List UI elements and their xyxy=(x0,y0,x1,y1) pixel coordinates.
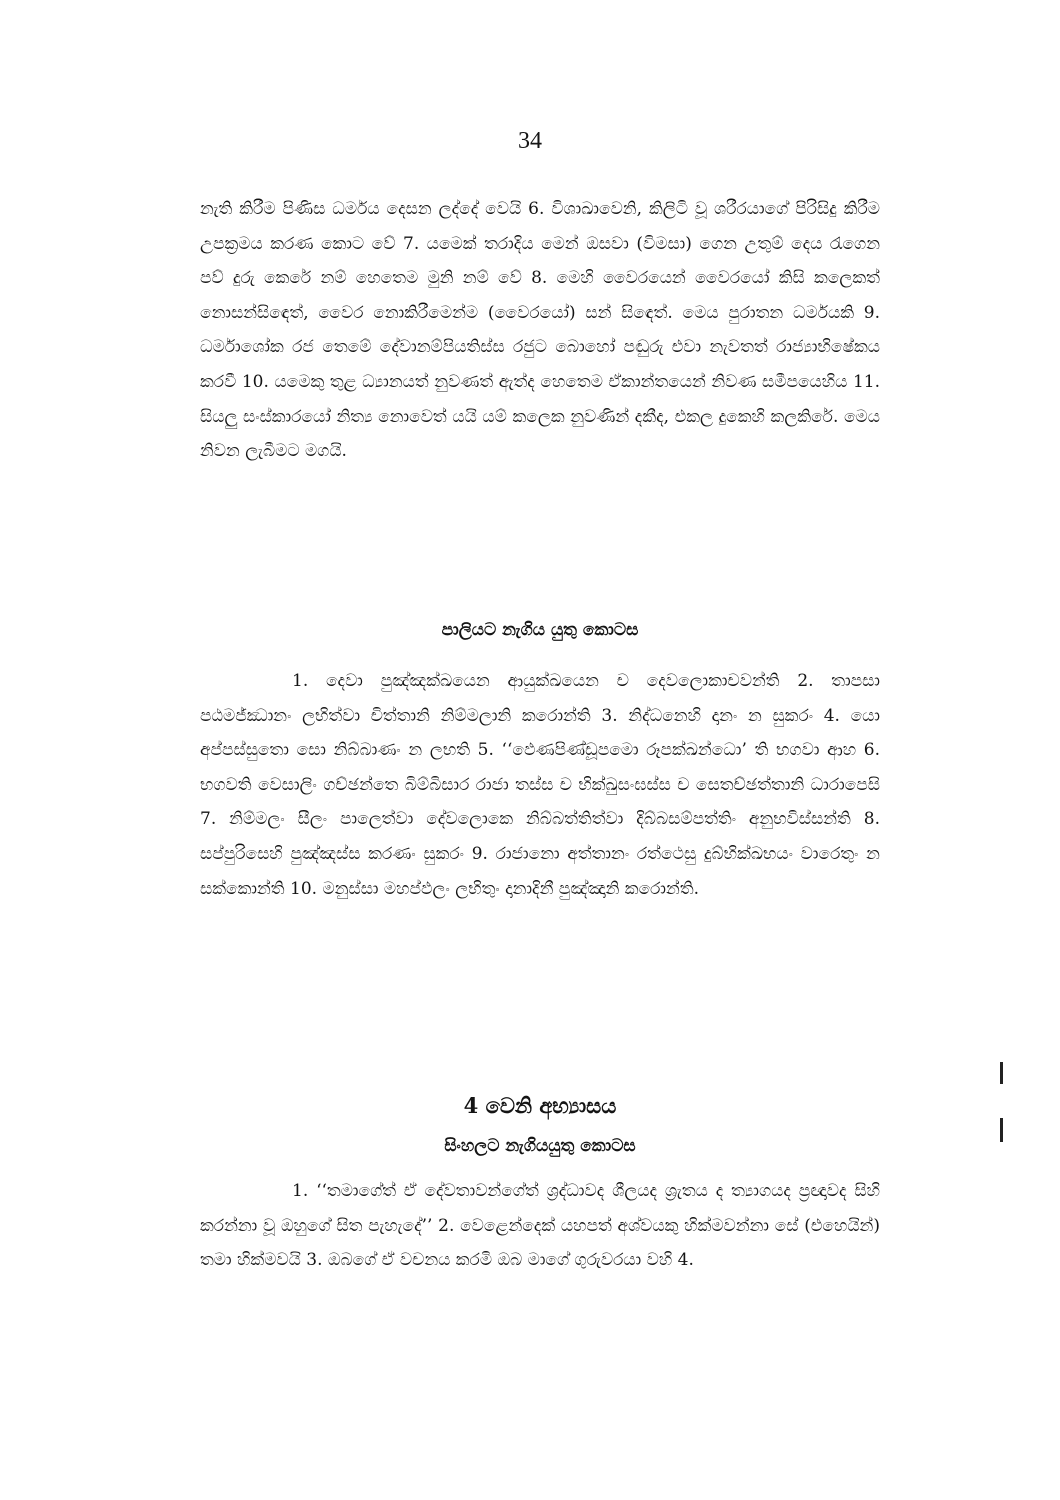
pali-exercise-text: 1. දෙවා පුඤ්ඤක්ඛයෙන ආයුක්ඛයෙන ච දෙවලොකාචවන්ති 2. තාපසා පඨමජ්ඣානං ලභිත්වා චිත්තානි නිම්මලානි කරොන්ති 3. නිද්ධනෙහි දානං න සුකරං 4. යො අප්පස්සුතො සො නිබ්බාණං න ලභති 5. ‘‘ඵෙණපිණ්ඩූපමො රූපක්ඛන්ධො’ ති භගවා ආහ 6. භගවති වෙසාලිං ගච්ඡන්තෙ බිම්බිසාර රාජා තස්ස ච භික්ඛුසංඝස්ස ච සෙතච්ඡත්තානි ධාරාපෙසි 7. නිම්මලං සීලං පාලෙත්වා දේවලොකෙ නිබ්බත්තිත්වා දිබ්බසම්පත්තිං අනුභවිස්සන්ති 8. සප්පුරිසෙහි පුඤ්ඤස්ස කරණං සුකරං 9. රාජානො අත්තානං රත්ථෙසු දුබ්භික්ඛභයං වාරෙතුං න සක්කොන්ති 10. මනුස්සා මහප්ඵලං ලභිතුං දානාදිනී පුඤ්ඤානි කරොන්ති. xyxy=(200,671,880,899)
paragraph-1-block xyxy=(200,192,880,469)
scan-mark-bottom xyxy=(1000,1118,1003,1142)
scan-mark-top xyxy=(1000,1062,1003,1084)
sinhala-translation-heading: සිංහලට නැගියයුතු කොටස xyxy=(444,1136,636,1156)
sinhala-exercise-block xyxy=(200,1174,880,1278)
paragraph-1-text: නැති කිරීම පිණිස ධර්මය දෙසන ලද්දේ වෙයි 6. විශාඛාවෙනි, කිලිටි වූ ශරීරයාගේ පිරිසිදු කිරීම උපක්‍රමය කරණ කොට වේ 7. යමෙක් තරාදිය මෙන් ඔසවා (විමසා) ගෙන උතුම් දෙය රැගෙන පව් දුරු කෙරේ නම් හෙතෙම මුනි නම් වේ 8. මෙහි වෛරයෙන් වෛරයෝ කිසි කලෙකත් නොසන්සිඳෙත්, වෛර නොකිරීමෙන්ම (වෛරයෝ) සන් සිඳෙත්. මෙය පුරාතන ධර්මයකි 9. ධර්මාශෝක රජ තෙමේ දේවානම්පියතිස්ස රජුට බොහෝ පඬුරු එවා නැවතත් රාජ්‍යාභිෂේකය කරවී 10. යමෙකු තුළ ධ්‍යානයත් නුවණත් ඇත්ද හෙතෙම ඒකාන්තයෙන් නිවණ සමීපයෙහිය 11. සියලු සංස්කාරයෝ නිත්‍ය නොවෙත් යයි යම් කලෙක නුවණින් දකීද, එකල දුකෙහි කලකිරේ. මෙය නිවන ලැබීමට මගයි. xyxy=(200,199,880,462)
page-number: 34 xyxy=(518,128,542,154)
lesson-4-heading: 4 වෙනි අභ්‍යාසය xyxy=(463,1093,617,1118)
pali-exercise-block xyxy=(200,664,880,906)
sinhala-exercise-text: 1. ‘‘තමාගේත් ඒ දේවතාවන්ගේත් ශ්‍රද්ධාවද ශීලයද ශ්‍රැතය ද ත්‍යාගයද ප්‍රඥාවද සිහි කරන්නා වූ ඔහුගේ සිත පැහැදේ’’ 2. වෙළෙන්දෙක් යහපත් අශ්වයකු හික්මවන්නා සේ (එහෙයින්) තමා හික්මවයි 3. ඔබගේ ඒ වචනය කරමි ඔබ මාගේ ගුරුවරයා වහි 4. xyxy=(200,1181,880,1271)
pali-translation-heading: පාලියට නැගිය යුතු කොටස xyxy=(441,620,639,640)
